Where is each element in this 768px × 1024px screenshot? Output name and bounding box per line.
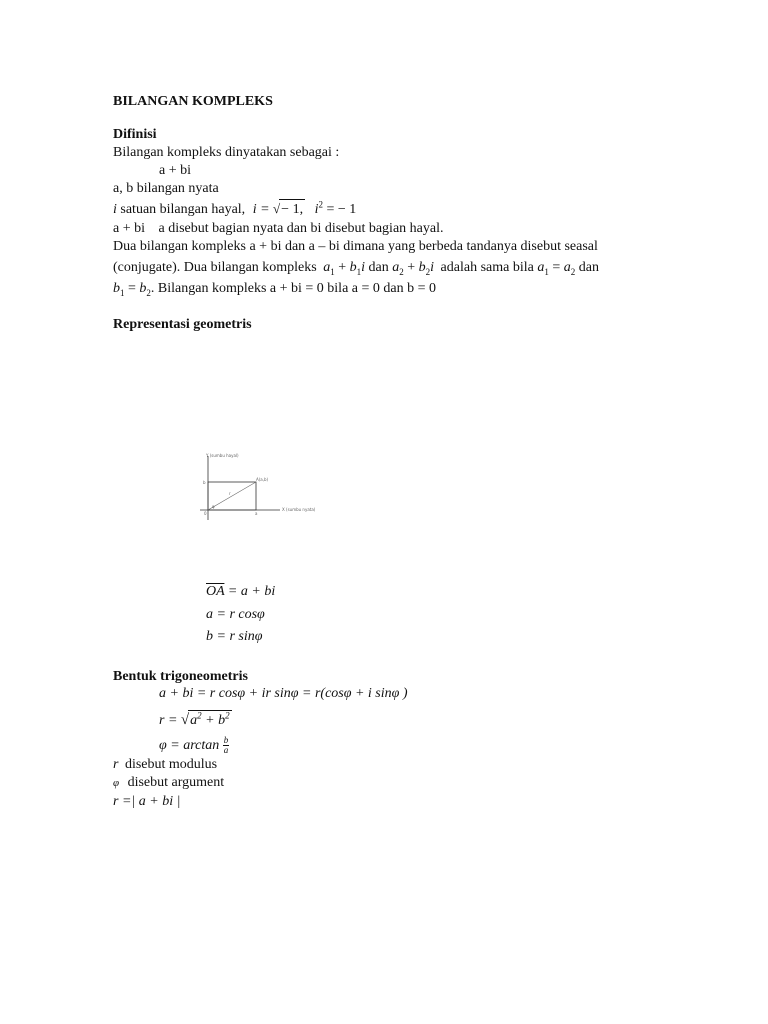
argument-equation xyxy=(159,736,229,755)
r-label: r xyxy=(229,491,231,496)
z2-a: a xyxy=(392,260,400,275)
abi-line xyxy=(113,219,443,238)
y-axis-label: Y (sumbu hayal) xyxy=(206,453,239,458)
argument-line xyxy=(113,773,224,793)
rad-a-exp: 2 xyxy=(197,710,202,721)
vector-oa xyxy=(208,482,256,510)
point-a-label: A(a,b) xyxy=(256,477,269,482)
def-line-1: Bilangan kompleks dinyatakan sebagai : xyxy=(113,145,340,160)
sqrt-sign: √ xyxy=(273,201,281,216)
z1-plus: + xyxy=(338,260,347,275)
eq-i2-rhs: = − 1 xyxy=(326,202,357,217)
eq-a-mid: = xyxy=(552,260,561,275)
eq-i: i = xyxy=(252,202,270,217)
eq-oa xyxy=(206,582,275,601)
doc-title: BILANGAN KOMPLEKS xyxy=(113,94,273,109)
eq-i2-base: i xyxy=(314,202,319,217)
conjugate-text: (conjugate). Dua bilangan kompleks xyxy=(113,260,317,275)
heading-definisi: Difinisi xyxy=(113,127,157,142)
z2-a-sub: 2 xyxy=(399,266,404,277)
eq-b-lhs-sub: 1 xyxy=(120,287,125,298)
abi-label: a + bi xyxy=(113,221,145,236)
eq-a-lhs: a xyxy=(537,260,545,275)
eq-oa-rhs: = a + bi xyxy=(227,584,276,599)
eq-b-rsin: b = r sinφ xyxy=(206,629,263,644)
eq-i-radicand: − 1, xyxy=(279,199,305,219)
frac-den: a xyxy=(223,745,229,756)
modulus-equation xyxy=(159,710,232,730)
eq-b-lhs: b xyxy=(113,281,120,296)
frac-num: b xyxy=(223,735,229,746)
modulus-symbol: r xyxy=(113,757,119,772)
z2-b-sub: 2 xyxy=(425,266,431,277)
b-over-a-fraction xyxy=(223,736,230,755)
z2-b: b xyxy=(418,260,426,275)
b-tick-label: b xyxy=(203,480,206,485)
rad-a: a xyxy=(190,713,198,728)
r-eq-radicand xyxy=(188,710,231,730)
argument-text: disebut argument xyxy=(127,775,225,790)
imaginary-unit-line xyxy=(113,199,356,219)
r-eq-lhs: r = xyxy=(159,713,178,728)
z1-b: b xyxy=(349,260,357,275)
conjugate-text-end: . Bilangan kompleks a + bi = 0 bila a = 0 dan b = 0 xyxy=(150,281,436,296)
eq-a-rhs-sub: 2 xyxy=(570,266,576,277)
modulus-text: disebut modulus xyxy=(124,757,218,772)
rad-b-exp: 2 xyxy=(225,710,230,721)
origin-label: 0 xyxy=(204,511,207,516)
eq-b-rhs-sub: 2 xyxy=(146,287,151,298)
eq-a-rhs: a xyxy=(563,260,571,275)
rad-plus-b: + b xyxy=(205,713,226,728)
z1-i: i xyxy=(361,260,366,275)
eq-b-rhs: b xyxy=(139,281,147,296)
def-line-3: a, b bilangan nyata xyxy=(113,181,219,196)
eq-a-rcos: a = r cosφ xyxy=(206,607,265,622)
modulus-line xyxy=(113,755,217,774)
phi-eq-lhs: φ = arctan xyxy=(159,738,220,753)
eq-oa-lhs: $\overline{OA}$ xyxy=(206,584,225,599)
argand-diagram xyxy=(194,450,334,522)
heading-geometric: Representasi geometris xyxy=(113,317,252,332)
same-text: adalah sama bila xyxy=(440,260,534,275)
conjugate-line-2 xyxy=(113,258,599,277)
absolute-value-eq: r =| a + bi | xyxy=(113,794,181,809)
sqrt-sign-2: √ xyxy=(180,712,190,728)
dan-1: dan xyxy=(368,260,389,275)
def-form: a + bi xyxy=(159,163,191,178)
z2-plus: + xyxy=(407,260,416,275)
dan-2: dan xyxy=(578,260,599,275)
imag-text: satuan bilangan hayal, xyxy=(120,202,246,217)
z1-a: a xyxy=(323,260,331,275)
eq-b-mid: = xyxy=(128,281,136,296)
eq-i2-exp: 2 xyxy=(318,199,323,210)
z1-a-sub: 1 xyxy=(330,266,335,277)
conjugate-line-1: Dua bilangan kompleks a + bi dan a – bi dimana yang berbeda tandanya disebut seasal xyxy=(113,239,598,254)
angle-label: φ xyxy=(212,504,215,509)
trig-equation: a + bi = r cosφ + ir sinφ = r(cosφ + i sinφ ) xyxy=(159,686,408,701)
heading-trig: Bentuk trigoneometris xyxy=(113,669,248,684)
argument-symbol: φ xyxy=(113,777,120,789)
a-tick-label: a xyxy=(255,511,258,516)
z1-b-sub: 1 xyxy=(356,266,362,277)
eq-a-lhs-sub: 1 xyxy=(544,266,549,277)
conjugate-line-3 xyxy=(113,279,436,298)
imag-symbol: i xyxy=(113,202,117,217)
x-axis-label: X (sumbu nyata) xyxy=(282,507,316,512)
z2-i: i xyxy=(430,260,435,275)
abi-text: a disebut bagian nyata dan bi disebut bagian hayal. xyxy=(158,221,444,236)
